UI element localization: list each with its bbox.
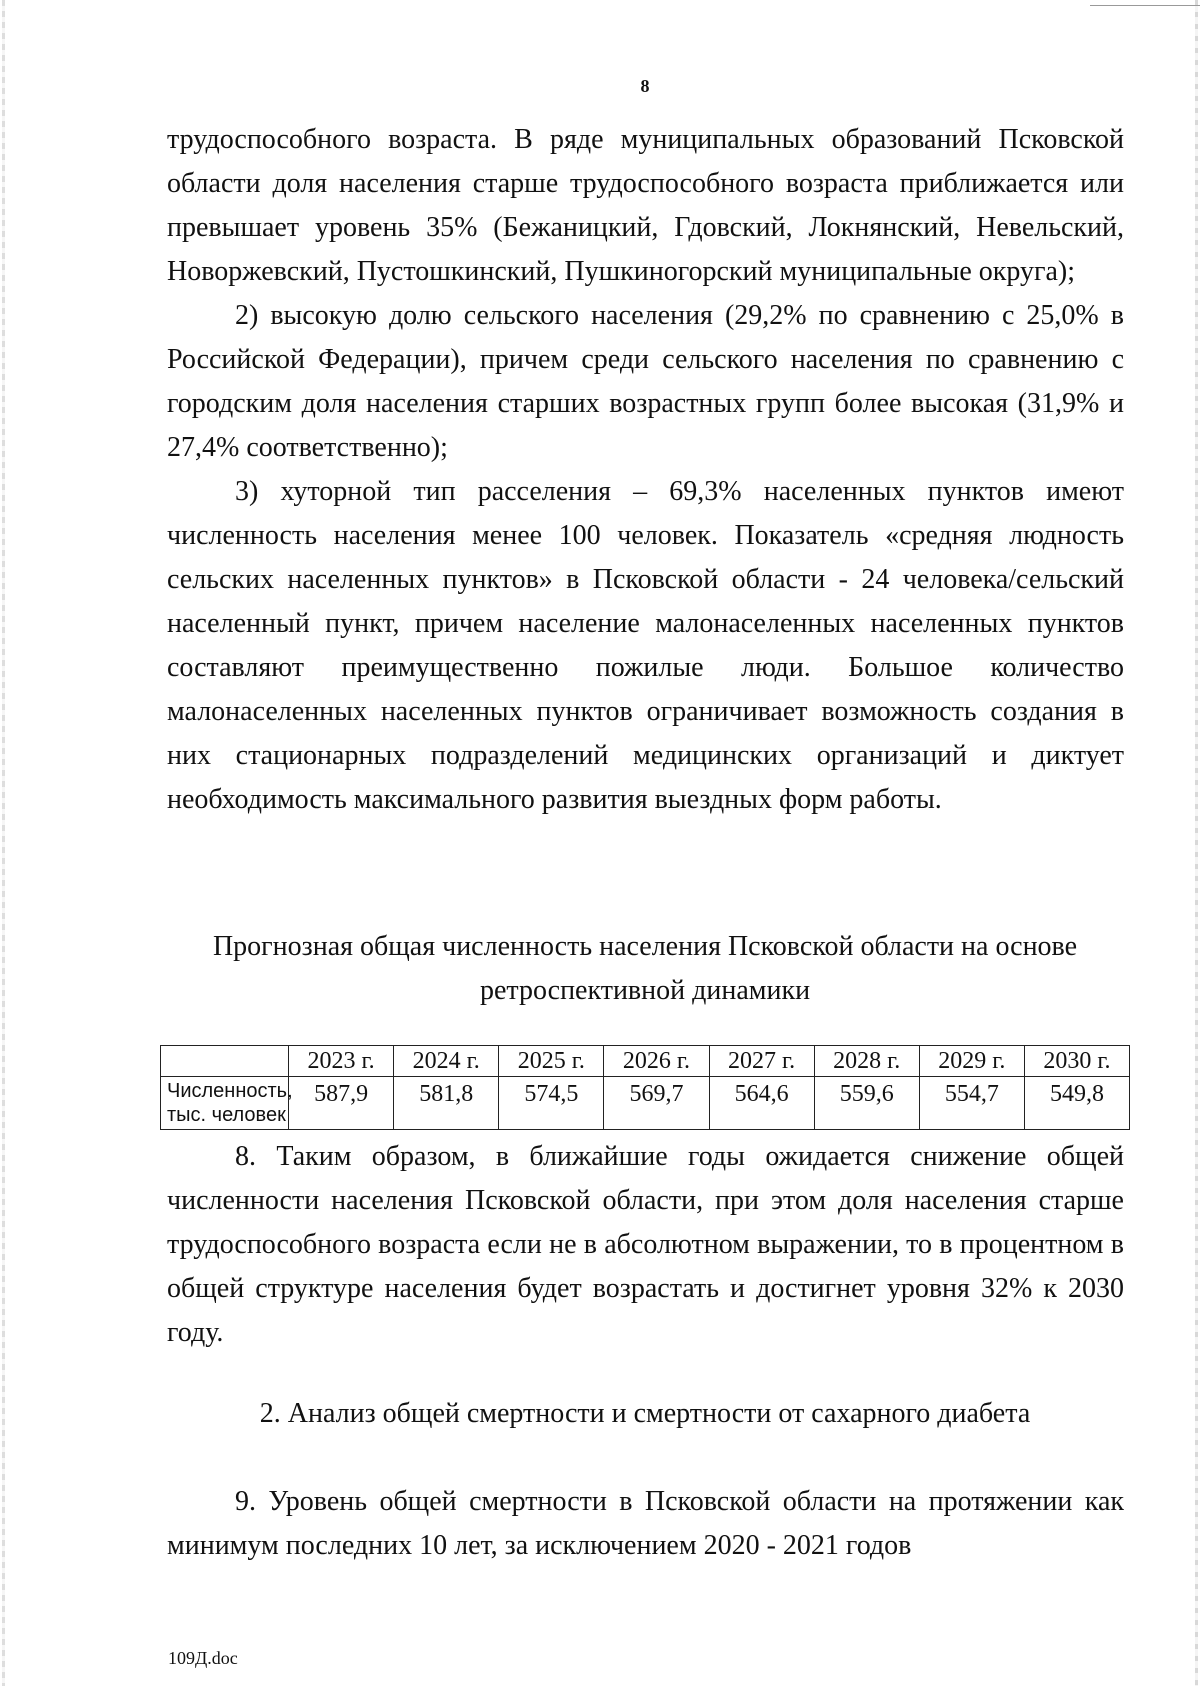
table-year-cell: 2024 г.: [394, 1046, 499, 1077]
footer-filename: 109Д.doc: [168, 1648, 238, 1668]
table-title-line-1: Прогнозная общая численность населения Псковской области на основе: [212, 931, 1078, 962]
table-row-label-line-1: Численность,: [167, 1080, 293, 1102]
table-year-cell: 2027 г.: [709, 1046, 814, 1077]
table-value-cell: 581,8: [394, 1077, 499, 1130]
paragraph-item-2: 2) высокую долю сельского населения (29,2% по сравнению с 25,0% в Российской Федерации), причем среди сельского населения по сравнению с городским доля населения старших возрастных групп более высокая (31,9% и 27,4% соответственно);: [167, 300, 1124, 463]
page-number: 8: [640, 76, 650, 96]
table-year-cell: 2028 г.: [814, 1046, 919, 1077]
paragraph-9: 9. Уровень общей смертности в Псковской области на протяжении как минимум последних 10 лет, за исключением 2020 - 2021 годов: [167, 1486, 1124, 1561]
paragraph-8: 8. Таким образом, в ближайшие годы ожидается снижение общей численности населения Псковской области, при этом доля населения старше трудоспособного возраста если не в абсолютном выражении, то в процентном в общей структуре населения будет возрастать и достигнет уровня 32% к 2030 году.: [167, 1141, 1124, 1348]
paragraph-continuation: трудоспособного возраста. В ряде муниципальных образований Псковской области доля населения старше трудоспособного возраста приближается или превышает уровень 35% (Бежаницкий, Гдовский, Локнянский, Невельский, Новоржевский, Пустошкинский, Пушкиногорский муниципальные округа);: [167, 124, 1124, 287]
table-row: [161, 1077, 1130, 1130]
table-value-cell: 569,7: [604, 1077, 709, 1130]
population-forecast-table: [160, 1045, 1130, 1130]
table-year-cell: 2026 г.: [604, 1046, 709, 1077]
section-heading: 2. Анализ общей смертности и смертности от сахарного диабета: [259, 1398, 1031, 1429]
table-year-cell: 2023 г.: [289, 1046, 394, 1077]
table-header-row: [161, 1046, 1130, 1077]
table-row-label-line-2: тыс. человек: [167, 1104, 286, 1126]
table-row-label: [161, 1077, 293, 1130]
paragraph-item-3: 3) хуторной тип расселения – 69,3% населенных пунктов имеют численность населения менее 100 человек. Показатель «средняя людность сельских населенных пунктов» в Псковской области - 24 человека/сельский населенный пункт, причем население малонаселенных населенных пунктов составляют преимущественно пожилые люди. Большое количество малонаселенных населенных пунктов ограничивает возможность создания в них стационарных подразделений медицинских организаций и диктует необходимость максимального развития выездных форм работы.: [167, 476, 1124, 815]
table-value-cell: 554,7: [919, 1077, 1024, 1130]
table-title-line-2: ретроспективной динамики: [479, 975, 811, 1006]
table-value-cell: 574,5: [499, 1077, 604, 1130]
table-title: [160, 925, 1130, 1013]
table-year-cell: 2025 г.: [499, 1046, 604, 1077]
body-text-bottom: [167, 1480, 1124, 1568]
table-value-cell: 587,9: [289, 1077, 394, 1130]
table-value-cell: 564,6: [709, 1077, 814, 1130]
table-year-cell: 2030 г.: [1024, 1046, 1129, 1077]
table-corner-cell: [161, 1046, 289, 1077]
table-year-cell: 2029 г.: [919, 1046, 1024, 1077]
body-text-middle: [167, 1135, 1124, 1355]
table-value-cell: 549,8: [1024, 1077, 1129, 1130]
table-value-cell: 559,6: [814, 1077, 919, 1130]
scan-top-line: [1090, 5, 1200, 6]
body-text-top: [167, 118, 1124, 822]
